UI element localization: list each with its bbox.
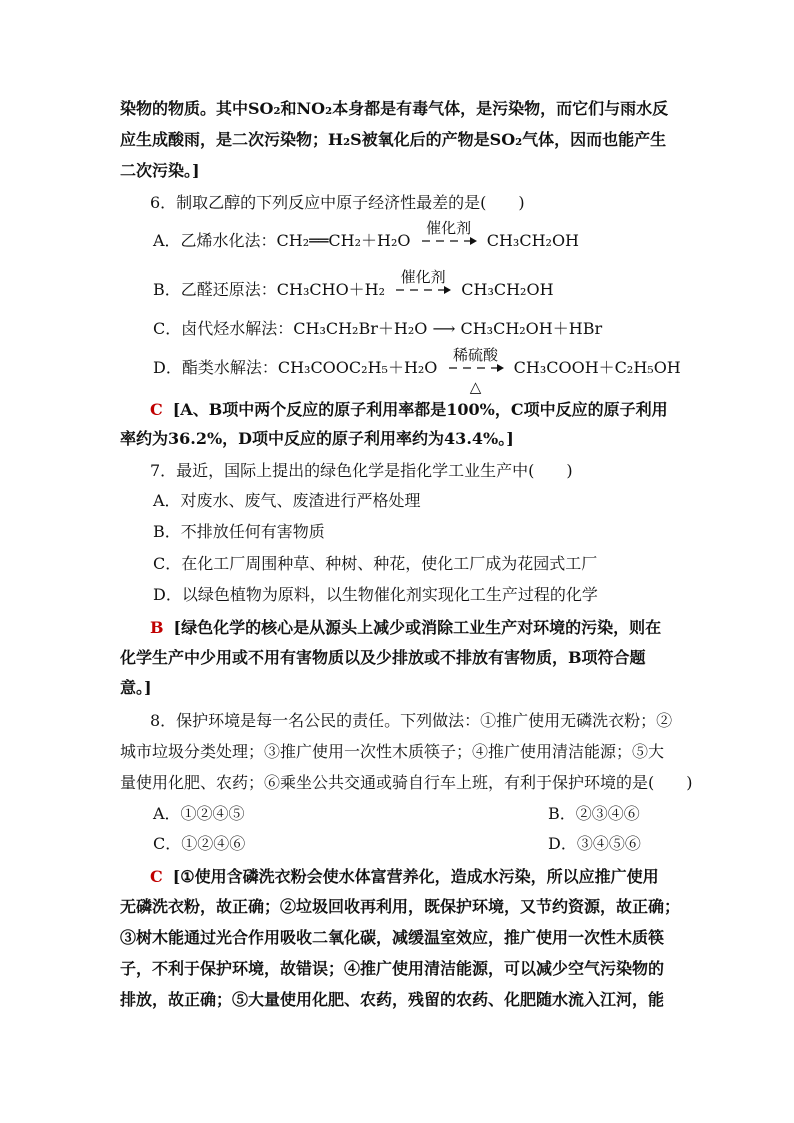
q7-explanation-line-3: 意。] [120, 678, 152, 697]
q8-explanation-line-5: 排放，故正确；⑤大量使用化肥、农药，残留的农药、化肥随水流入江河，能 [120, 990, 665, 1009]
prev-explanation-line-3: 二次污染。] [120, 161, 200, 180]
q7-explanation-line-2: 化学生产中少用或不用有害物质以及少排放或不排放有害物质，B项符合题 [120, 648, 646, 667]
q6-option-a-product: CH₃CH₂OH [486, 231, 580, 250]
reaction-arrow-icon [420, 235, 478, 247]
q6-option-d-catalyst: 稀硫酸 [453, 345, 499, 364]
prev-explanation-line-2: 应生成酸雨，是二次污染物；H₂S被氧化后的产物是SO₂气体，因而也能产生 [120, 130, 667, 149]
q6-explanation-text: [A、B项中两个反应的原子利用率都是100%，C项中反应的原子利用 [172, 400, 668, 419]
q8-explanation-line-1 [150, 866, 710, 888]
q8-option-c: C．①②④⑥ [153, 834, 246, 853]
q6-option-b-catalyst: 催化剂 [400, 267, 446, 286]
q6-option-b-arrow [394, 267, 452, 302]
q8-explanation-line-4: 子，不利于保护环境，故错误；④推广使用清洁能源，可以减少空气污染物的 [120, 959, 665, 978]
q6-option-c: C．卤代烃水解法：CH₃CH₂Br＋H₂O ⟶ CH₃CH₂OH＋HBr [153, 319, 603, 338]
q8-stem-line-1: 8．保护环境是每一名公民的责任。下列做法：①推广使用无磷洗衣粉；② [150, 711, 673, 730]
q7-option-d: D．以绿色植物为原料，以生物催化剂实现化工生产过程的化学 [153, 585, 598, 604]
q6-option-a-catalyst: 催化剂 [426, 218, 472, 237]
reaction-arrow-icon [394, 284, 452, 296]
q7-option-b: B．不排放任何有害物质 [153, 522, 325, 541]
q6-option-d-product: CH₃COOH＋C₂H₅OH [513, 358, 681, 377]
q8-option-b: B．②③④⑥ [548, 804, 640, 823]
q6-option-d [153, 345, 713, 396]
q6-option-b [153, 267, 713, 302]
q6-explanation-line-1 [150, 399, 710, 421]
q6-option-a [153, 218, 713, 253]
q8-stem-line-2: 城市垃圾分类处理；③推广使用一次性木质筷子；④推广使用清洁能源；⑤大 [120, 742, 665, 761]
q6-option-d-heat: △ [469, 377, 482, 396]
q7-option-c: C．在化工厂周围种草、种树、种花，使化工厂成为花园式工厂 [153, 554, 598, 573]
q7-explanation-line-1 [150, 617, 710, 639]
q6-option-a-reactants: A．乙烯水化法：CH₂══CH₂＋H₂O [153, 231, 411, 250]
q8-option-a: A．①②④⑤ [153, 804, 245, 823]
q8-options-row-1 [153, 803, 713, 825]
q8-option-d: D．③④⑤⑥ [548, 834, 641, 853]
q6-option-d-arrow [447, 345, 505, 396]
q7-explanation-text: [绿色化学的核心是从源头上减少或消除工业生产对环境的污染，则在 [173, 618, 662, 637]
q7-answer: B [150, 618, 164, 637]
q7-option-a: A．对废水、废气、废渣进行严格处理 [153, 491, 421, 510]
q6-option-b-product: CH₃CH₂OH [461, 280, 554, 299]
q6-stem: 6．制取乙醇的下列反应中原子经济性最差的是( ) [150, 193, 525, 212]
q6-option-d-reactants: D．酯类水解法：CH₃COOC₂H₅＋H₂O [153, 358, 438, 377]
q8-explanation-text: [①使用含磷洗衣粉会使水体富营养化，造成水污染，所以应推广使用 [172, 867, 659, 886]
q6-option-a-arrow [420, 218, 478, 253]
reaction-arrow-icon [447, 362, 505, 374]
q6-explanation-line-2: 率约为36.2%，D项中反应的原子利用率约为43.4%。] [120, 429, 514, 448]
q8-stem-line-3: 量使用化肥、农药；⑥乘坐公共交通或骑自行车上班，有利于保护环境的是( ) [120, 773, 693, 792]
q8-explanation-line-3: ③树木能通过光合作用吸收二氧化碳，减缓温室效应，推广使用一次性木质筷 [120, 928, 665, 947]
q8-answer: C [150, 867, 163, 886]
q8-explanation-line-2: 无磷洗衣粉，故正确；②垃圾回收再利用，既保护环境，又节约资源，故正确； [120, 897, 681, 916]
q6-option-b-reactants: B．乙醛还原法：CH₃CHO＋H₂ [153, 280, 386, 299]
q6-answer: C [150, 400, 163, 419]
q7-stem: 7．最近，国际上提出的绿色化学是指化学工业生产中( ) [150, 461, 573, 480]
prev-explanation-line-1: 染物的物质。其中SO₂和NO₂本身都是有毒气体，是污染物，而它们与雨水反 [120, 99, 669, 118]
q8-options-row-2 [153, 833, 713, 855]
